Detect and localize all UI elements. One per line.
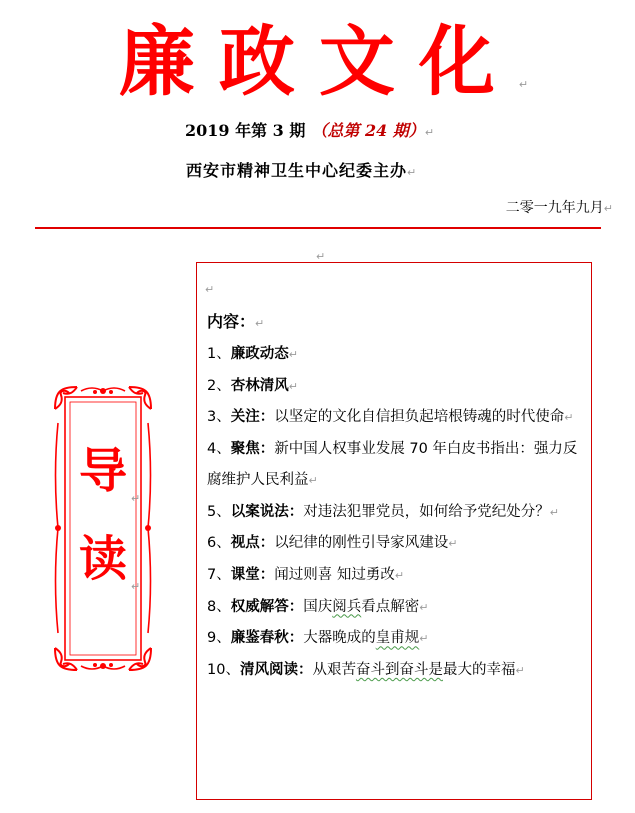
paragraph-mark-icon: ↵: [424, 126, 435, 139]
contents-item-number: 1、: [207, 346, 231, 362]
contents-item-number: 7、: [207, 566, 231, 583]
contents-item-number: 6、: [207, 535, 231, 552]
paragraph-mark-icon: ↵: [549, 505, 559, 519]
contents-item-column: 杏林清风: [230, 377, 289, 394]
contents-item-title: 大器晚成的: [303, 630, 376, 647]
contents-item-column: 以案说法: [230, 503, 289, 520]
paragraph-mark-icon: ↵: [407, 166, 417, 179]
contents-item: [207, 528, 587, 560]
contents-item: [207, 434, 587, 496]
masthead-divider: [35, 227, 601, 229]
masthead-title: [0, 14, 635, 133]
contents-item-title: 闻过则喜 知过勇改: [274, 566, 395, 583]
contents-item-separator: ：: [288, 630, 304, 647]
contents-item-number: 2、: [207, 377, 231, 394]
date-line: [506, 197, 613, 217]
paragraph-mark-icon: ↵: [308, 473, 318, 487]
paragraph-mark-icon: ↵: [288, 348, 298, 361]
contents-item-column: 清风阅读: [239, 662, 298, 679]
contents-item: [207, 655, 587, 687]
contents-item-title: 对违法犯罪党员，如何给予党纪处分？: [303, 503, 550, 520]
contents-list: [207, 339, 587, 687]
issue-number: 2019 年第 3 期: [185, 121, 306, 140]
total-issue-number: （总第 24 期）: [311, 121, 425, 140]
contents-item: [207, 623, 587, 655]
publication-date: 二零一九年九月: [505, 200, 604, 216]
daodu-char-2-text: 读: [78, 531, 127, 587]
contents-item-number: 4、: [207, 441, 231, 458]
contents-item-title-end: 看点解密: [361, 598, 420, 615]
paragraph-mark-icon: ↵: [288, 379, 298, 393]
contents-item-number: 3、: [207, 409, 231, 426]
paragraph-mark-icon: ↵: [316, 250, 326, 263]
contents-item-number: 5、: [207, 503, 231, 520]
contents-item-title: 新中国人权事业发展 70 年白皮书指出：强力反腐维护人民利益: [207, 441, 578, 488]
daodu-ornamental-frame: [51, 383, 155, 674]
contents-item-column: 权威解答: [230, 598, 289, 615]
contents-item-column: 廉政动态: [230, 346, 289, 362]
contents-item-separator: ：: [297, 662, 313, 679]
contents-item-title: 以坚定的文化自信担负起培根铸魂的时代使命: [274, 409, 565, 426]
contents-item: [207, 592, 587, 624]
paragraph-mark-icon: ↵: [131, 580, 141, 593]
organizer-line: [186, 158, 416, 181]
contents-heading: [207, 309, 264, 332]
contents-item: [207, 560, 587, 592]
contents-item-separator: ：: [259, 409, 275, 426]
daodu-char-1-text: 导: [78, 443, 127, 499]
contents-item-title: 从艰苦: [312, 662, 356, 679]
paragraph-mark-icon: ↵: [131, 492, 141, 505]
contents-item-column: 廉鉴春秋: [230, 630, 289, 647]
issue-line: [185, 118, 434, 141]
paragraph-mark-icon: ↵: [518, 78, 529, 91]
contents-item-separator: ：: [288, 503, 304, 520]
contents-item-separator: ：: [288, 598, 304, 615]
contents-item-column: 视点: [230, 535, 260, 552]
contents-item-title-underlined: 阅兵: [332, 598, 362, 615]
contents-item-title-underlined: 皇甫规: [375, 630, 420, 647]
daodu-char-2: [51, 531, 155, 593]
contents-item: [207, 371, 587, 403]
contents-item: [207, 402, 587, 434]
ornamental-border-icon: [51, 383, 155, 674]
paragraph-mark-icon: ↵: [448, 537, 458, 551]
contents-item-number: 8、: [207, 598, 231, 615]
contents-item-separator: ：: [259, 566, 275, 583]
paragraph-mark-icon: ↵: [603, 202, 613, 215]
contents-item-column: 课堂: [230, 566, 260, 583]
daodu-char-1: [51, 443, 155, 505]
paragraph-mark-icon: ↵: [419, 632, 429, 646]
paragraph-mark-icon: ↵: [564, 411, 574, 425]
contents-box: [196, 262, 592, 800]
contents-item-number: 9、: [207, 630, 231, 647]
contents-item: [207, 497, 587, 529]
masthead-title-text: 廉政文化: [118, 17, 519, 106]
contents-item-title-underlined: 奋斗到奋斗是: [355, 662, 443, 679]
organizer: 西安市精神卫生中心纪委主办: [186, 161, 408, 180]
contents-item-separator: ：: [259, 441, 275, 458]
contents-item-column: 聚焦: [230, 441, 260, 458]
paragraph-mark-icon: ↵: [205, 283, 215, 296]
contents-item-title: 以纪律的刚性引导家风建设: [274, 535, 449, 552]
contents-item-title-end: 最大的幸福: [442, 662, 516, 679]
paragraph-mark-icon: ↵: [515, 664, 525, 678]
paragraph-mark-icon: ↵: [419, 600, 429, 614]
contents-heading-text: 内容：: [207, 312, 256, 331]
contents-item-number: 10、: [207, 662, 240, 679]
contents-item-column: 关注: [230, 409, 260, 426]
contents-item-title: 国庆: [303, 598, 333, 615]
contents-item: [207, 339, 587, 371]
paragraph-mark-icon: ↵: [394, 568, 405, 582]
contents-item-separator: ：: [259, 535, 275, 552]
paragraph-mark-icon: ↵: [255, 317, 265, 330]
